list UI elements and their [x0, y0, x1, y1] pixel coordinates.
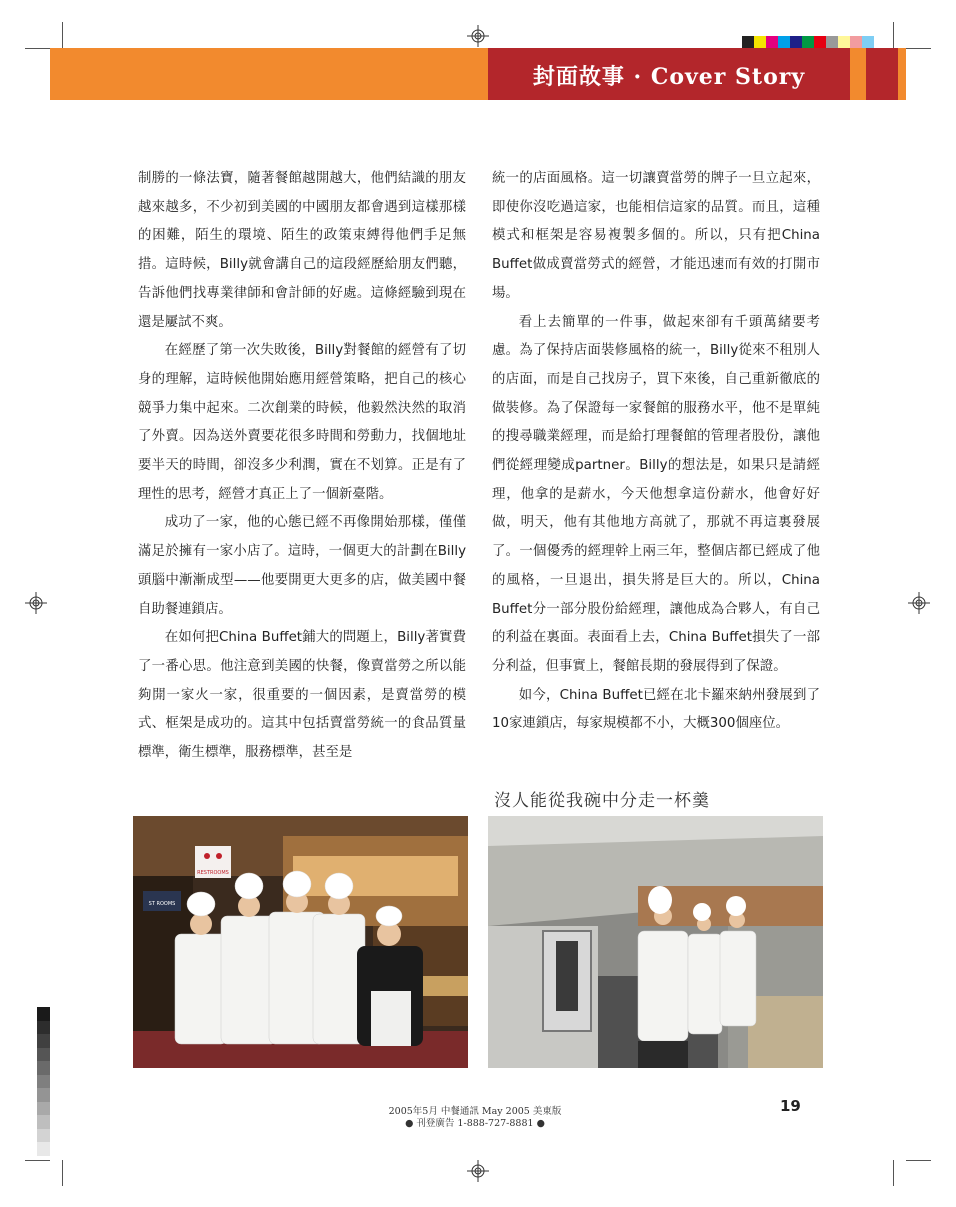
paragraph: 在經歷了第一次失敗後，Billy對餐館的經營有了切身的理解，這時候他開始應用經營策略，把自己的核心競爭力集中起來。二次創業的時候，他毅然決然的取消了外賣。因為送外賣要花很多時間和勞動力，找個地址要半天的時間，卻沒多少利潤，實在不划算。正是有了理性的思考，經營才真正上了一個新臺階。 [138, 343, 466, 502]
color-swatch [754, 36, 766, 48]
gray-swatch [37, 1048, 50, 1062]
photo-kitchen [488, 816, 823, 1068]
grayscale-calibration-bar [37, 1007, 50, 1156]
color-swatch [790, 36, 802, 48]
registration-mark-icon [908, 592, 930, 614]
header-stripe [850, 48, 866, 100]
gray-swatch [37, 1061, 50, 1075]
color-swatch [778, 36, 790, 48]
paragraph: 在如何把China Buffet鋪大的問題上，Billy著實費了一番心思。他注意到美國的快餐，像賣當勞之所以能夠開一家火一家，很重要的一個因素，是賣當勞的模式、框架是成功的。這其中包括賣當勞統一的食品質量標準，衛生標準，服務標準，甚至是 [138, 630, 466, 761]
paragraph: 如今，China Buffet已經在北卡羅來納州發展到了10家連鎖店，每家規模都不小，大概300個座位。 [492, 687, 820, 732]
gray-swatch [37, 1075, 50, 1089]
paragraph: 看上去簡單的一件事，做起來卻有千頭萬緒要考慮。為了保持店面裝修風格的統一，Billy從來不租別人的店面，而是自己找房子，買下來後，自己重新徹底的做裝修。為了保證每一家餐館的服務水平，他不是單純的搜尋職業經理，而是給打理餐館的管理者股份，讓他們從經理變成partner。Billy的想法是，如果只是請經理，他拿的是薪水，今天他想拿這份薪水，他會好好做，明天，他有其他地方高就了，那就不再這裏發展了。一個優秀的經理幹上兩三年，整個店都已經成了他的風格，一旦退出，損失將是巨大的。所以，China Buffet分一部分股份給經理，讓他成為合夥人，有自己的利益在裏面。表面看上去，China Buffet損失了一部分利益，但事實上，餐館長期的發展得到了保證。 [492, 314, 820, 674]
color-swatch [838, 36, 850, 48]
crop-mark [906, 48, 931, 49]
article-column-left [138, 165, 466, 768]
paragraph: 制勝的一條法寶，隨著餐館越開越大，他們結識的朋友越來越多，不少初到美國的中國朋友都會遇到這樣那樣的困難，陌生的環境、陌生的政策束縛得他們手足無措。這時候，Billy就會講自己的這段經歷給朋友們聽，告訴他們找專業律師和會計師的好處。這條經驗到現在還是屢試不爽。 [138, 171, 466, 330]
door-sign-text: ST ROOMS [148, 901, 176, 907]
page-number: 19 [780, 1097, 801, 1115]
crop-mark [62, 22, 63, 48]
footer-advertising-line: ● 刊登廣告 1-888-727-8881 ● [405, 1118, 545, 1129]
crop-mark [906, 1160, 931, 1161]
photo-chefs-group [133, 816, 468, 1068]
restrooms-sign-text: RESTROOMS [197, 870, 229, 876]
registration-mark-icon [25, 592, 47, 614]
article-column-right [492, 165, 820, 739]
chefs-group-illustration [133, 816, 468, 1068]
header-stripe [898, 48, 906, 100]
color-swatch [850, 36, 862, 48]
footer-publication-line: 2005年5月 中餐通訊 May 2005 美東版 [388, 1106, 562, 1117]
registration-mark-icon [467, 25, 489, 47]
paragraph: 統一的店面風格。這一切讓賣當勞的牌子一旦立起來，即使你沒吃過這家，也能相信這家的品質。而且，這種模式和框架是容易複製多個的。所以，只有把China Buffet做成賣當勞式的經營，才能迅速而有效的打開市場。 [492, 171, 820, 301]
color-calibration-bar [742, 36, 874, 48]
section-title: 封面故事 · Cover Story [532, 64, 806, 90]
kitchen-illustration [488, 816, 823, 1068]
color-swatch [826, 36, 838, 48]
color-swatch [814, 36, 826, 48]
crop-mark [893, 1160, 894, 1186]
crop-mark [893, 22, 894, 48]
header-stripe [866, 48, 898, 100]
gray-swatch [37, 1129, 50, 1143]
gray-swatch [37, 1088, 50, 1102]
color-swatch [862, 36, 874, 48]
gray-swatch [37, 1142, 50, 1156]
crop-mark [62, 1160, 63, 1186]
crop-mark [25, 1160, 50, 1161]
registration-mark-icon [467, 1160, 489, 1182]
gray-swatch [37, 1034, 50, 1048]
gray-swatch [37, 1115, 50, 1129]
crop-mark [25, 48, 50, 49]
color-swatch [766, 36, 778, 48]
gray-swatch [37, 1102, 50, 1116]
paragraph: 成功了一家，他的心態已經不再像開始那樣，僅僅滿足於擁有一家小店了。這時，一個更大的計劃在Billy頭腦中漸漸成型——他要開更大更多的店，做美國中餐自助餐連鎖店。 [138, 515, 466, 617]
color-swatch [802, 36, 814, 48]
page-footer [330, 1106, 620, 1130]
gray-swatch [37, 1021, 50, 1035]
gray-swatch [37, 1007, 50, 1021]
section-subheading: 沒人能從我碗中分走一杯羹 [494, 791, 710, 811]
color-swatch [742, 36, 754, 48]
